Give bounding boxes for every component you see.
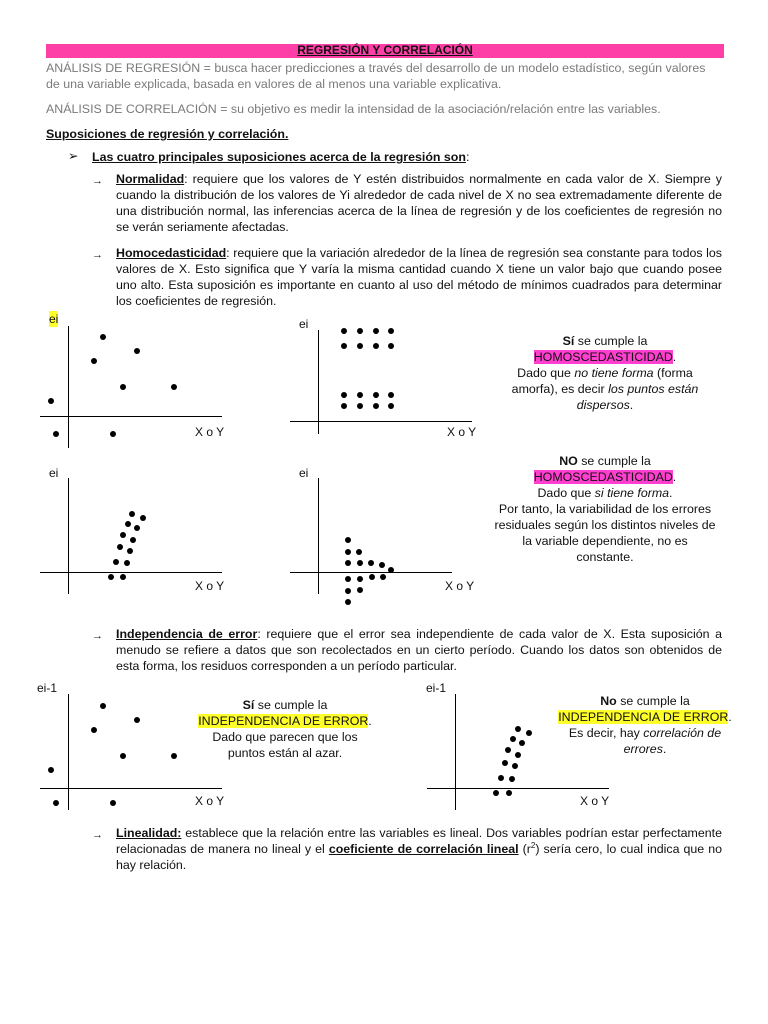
note-italic: no tiene forma xyxy=(574,366,654,380)
data-point xyxy=(91,358,97,364)
note-dot: . xyxy=(728,710,732,724)
y-axis xyxy=(318,330,319,434)
data-point xyxy=(345,560,351,566)
data-point xyxy=(345,599,351,605)
x-axis-label: X o Y xyxy=(445,579,475,593)
data-point xyxy=(124,560,130,566)
data-point xyxy=(388,392,394,398)
data-point xyxy=(110,431,116,437)
data-point xyxy=(498,775,504,781)
data-point xyxy=(369,574,375,580)
arrow-icon: → xyxy=(92,249,103,261)
data-point xyxy=(341,328,347,334)
y-axis-label: ei xyxy=(49,466,59,480)
bullet-arrow-icon: ➢ xyxy=(68,149,79,163)
y-axis-label: ei-1 xyxy=(426,681,447,695)
x-axis xyxy=(290,572,452,573)
data-point xyxy=(373,392,379,398)
note-italic: correlación de xyxy=(643,726,722,740)
text-linealidad: ) sería cero, lo cual indica que no hay relación. xyxy=(116,842,722,872)
note-si: Sí xyxy=(242,698,255,712)
y-axis-label: ei xyxy=(49,312,59,326)
superscript-2: 2 xyxy=(530,840,536,850)
data-point xyxy=(120,384,126,390)
data-point xyxy=(512,763,518,769)
arrow-icon: → xyxy=(92,630,103,642)
data-point xyxy=(388,328,394,334)
highlight-homoscedasticidad: HOMOSCEDASTICIDAD xyxy=(533,350,673,364)
data-point xyxy=(120,753,126,759)
text-linealidad: (r xyxy=(518,842,531,856)
x-axis xyxy=(40,416,222,417)
data-point xyxy=(505,747,511,753)
data-point xyxy=(134,525,140,531)
data-point xyxy=(373,403,379,409)
text-normalidad: : requiere que los valores de Y estén distribuidos normalmente en cada valor de X. Siempre y cuando la distribución de los valores de Yi alrededor de cada nivel de X no sea extremadamente diferente de una distribución normal, las inferencias acerca de la línea de regresión y de los coeficientes de regresión no se verán seriamente afectadas. xyxy=(116,172,722,234)
data-point xyxy=(357,560,363,566)
item-linealidad xyxy=(116,825,722,873)
data-point xyxy=(100,334,106,340)
data-point xyxy=(515,752,521,758)
data-point xyxy=(53,431,59,437)
data-point xyxy=(117,544,123,550)
note-line: se cumple la xyxy=(616,694,690,708)
note-no: NO xyxy=(559,454,578,468)
data-point xyxy=(519,740,525,746)
data-point xyxy=(129,511,135,517)
term-homocedasticidad: Homocedasticidad xyxy=(116,246,227,260)
note-italic: si tiene forma xyxy=(594,486,670,500)
data-point xyxy=(113,559,119,565)
data-point xyxy=(368,560,374,566)
highlight-independencia: INDEPENDENCIA DE ERROR xyxy=(558,710,729,724)
term-coeficiente: coeficiente de correlación lineal xyxy=(328,842,519,856)
y-axis-label: ei xyxy=(299,317,309,331)
term-linealidad: Linealidad: xyxy=(116,826,182,840)
note-italic: los puntos están xyxy=(608,382,699,396)
text-linealidad: establece que la relación entre las variables es lineal. Dos variables podrían estar perfectamente relacionadas de manera no lineal y el xyxy=(116,826,722,856)
note-ind-si xyxy=(190,697,380,761)
data-point xyxy=(502,760,508,766)
data-point xyxy=(357,587,363,593)
data-point xyxy=(388,403,394,409)
data-point xyxy=(341,343,347,349)
data-point xyxy=(515,726,521,732)
data-point xyxy=(388,343,394,349)
x-axis xyxy=(40,788,222,789)
data-point xyxy=(120,574,126,580)
regresion-definition-line1: ANÁLISIS DE REGRESIÓN = busca hacer predicciones a través del desarrollo de un modelo estadístico, según valores xyxy=(46,61,706,75)
data-point xyxy=(510,736,516,742)
text-independencia: : requiere que el error sea independiente de cada valor de X. Esta suposición a menudo se refiere a datos que son recolectados en un cierto período. Cuando los datos son obtenidos de esta forma, los residuos corresponden a un período particular. xyxy=(116,627,723,673)
note-line: Es decir, hay xyxy=(568,726,644,740)
arrow-icon: → xyxy=(92,175,103,187)
term-normalidad: Normalidad xyxy=(116,172,185,186)
section-heading: Suposiciones de regresión y correlación. xyxy=(46,127,289,141)
data-point xyxy=(108,574,114,580)
data-point xyxy=(341,392,347,398)
data-point xyxy=(357,403,363,409)
data-point xyxy=(345,576,351,582)
note-line: Por tanto, la variabilidad de los errores xyxy=(498,502,712,516)
note-line: . xyxy=(669,486,673,500)
item-homocedasticidad xyxy=(116,245,722,309)
term-independencia: Independencia de error xyxy=(116,627,258,641)
data-point xyxy=(509,776,515,782)
data-point xyxy=(357,576,363,582)
note-line: se cumple la xyxy=(254,698,328,712)
note-italic: dispersos xyxy=(576,398,630,412)
y-axis xyxy=(318,478,319,594)
data-point xyxy=(134,717,140,723)
data-point xyxy=(388,567,394,573)
data-point xyxy=(506,790,512,796)
data-point xyxy=(171,384,177,390)
data-point xyxy=(356,549,362,555)
data-point xyxy=(91,727,97,733)
y-axis-label: ei-1 xyxy=(37,681,58,695)
data-point xyxy=(341,403,347,409)
note-dot: . xyxy=(672,470,677,484)
bullet-label: Las cuatro principales suposiciones acerca de la regresión son xyxy=(92,150,466,164)
note-homo-si xyxy=(500,333,710,413)
data-point xyxy=(380,574,386,580)
data-point xyxy=(100,703,106,709)
bullet-colon: : xyxy=(465,150,470,164)
data-point xyxy=(357,392,363,398)
note-line: . xyxy=(629,398,634,412)
x-axis xyxy=(427,788,609,789)
note-line: Dado que xyxy=(517,366,575,380)
note-line: se cumple la xyxy=(574,334,648,348)
x-axis xyxy=(290,421,472,422)
x-axis-label: X o Y xyxy=(195,794,225,808)
data-point xyxy=(526,730,532,736)
data-point xyxy=(110,800,116,806)
data-point xyxy=(53,800,59,806)
data-point xyxy=(493,790,499,796)
note-line: se cumple la xyxy=(577,454,651,468)
data-point xyxy=(345,588,351,594)
data-point xyxy=(130,537,136,543)
regresion-definition-line2: de una variable explicada, basada en valores de al menos una variable explicativa. xyxy=(46,77,502,91)
data-point xyxy=(140,515,146,521)
note-line: amorfa), es decir xyxy=(511,382,609,396)
note-line: residuales según los distintos niveles de xyxy=(494,518,716,532)
data-point xyxy=(345,537,351,543)
data-point xyxy=(134,348,140,354)
page-title: REGRESIÓN Y CORRELACIÓN xyxy=(297,43,473,57)
x-axis-label: X o Y xyxy=(195,425,225,439)
highlight-independencia: INDEPENDENCIA DE ERROR xyxy=(198,714,369,728)
y-axis xyxy=(455,694,456,810)
data-point xyxy=(379,562,385,568)
arrow-icon: → xyxy=(92,829,103,841)
y-axis xyxy=(68,326,69,448)
y-axis xyxy=(68,478,69,594)
note-homo-no xyxy=(470,453,740,565)
data-point xyxy=(127,548,133,554)
data-point xyxy=(373,328,379,334)
data-point xyxy=(357,328,363,334)
x-axis-label: X o Y xyxy=(580,794,610,808)
note-line: constante. xyxy=(576,550,634,564)
note-line: . xyxy=(662,742,667,756)
data-point xyxy=(125,521,131,527)
y-axis xyxy=(68,694,69,810)
note-line: la variable dependiente, no es xyxy=(522,534,688,548)
y-axis-label: ei xyxy=(299,466,309,480)
note-no: No xyxy=(600,694,617,708)
correlacion-definition: ANÁLISIS DE CORRELACIÓN = su objetivo es medir la intensidad de la asociación/relación entre las variables. xyxy=(46,102,661,116)
data-point xyxy=(345,549,351,555)
note-italic: errores xyxy=(623,742,663,756)
note-line: Dado que xyxy=(537,486,595,500)
item-normalidad xyxy=(116,171,722,235)
note-line: Dado que parecen que los xyxy=(212,730,358,744)
highlight-homoscedasticidad: HOMOSCEDASTICIDAD xyxy=(533,470,673,484)
note-dot: . xyxy=(368,714,372,728)
note-line: puntos están al azar. xyxy=(227,746,343,760)
item-independencia xyxy=(116,626,722,674)
note-dot: . xyxy=(672,350,677,364)
text-homocedasticidad: : requiere que la variación alrededor de la línea de regresión sea constante para todos los valores de X. Esto significa que Y varía la misma cantidad cuando X tiene un valor bajo que cuando posee uno alto. Esta suposición es importante en cuanto al uso del método de mínimos cuadrados para determinar los coeficientes de regresión. xyxy=(116,246,722,308)
data-point xyxy=(120,532,126,538)
note-line: (forma xyxy=(653,366,693,380)
data-point xyxy=(48,767,54,773)
x-axis-label: X o Y xyxy=(195,579,225,593)
data-point xyxy=(48,398,54,404)
data-point xyxy=(357,343,363,349)
x-axis-label: X o Y xyxy=(447,425,477,439)
bullet-text xyxy=(92,149,469,165)
data-point xyxy=(373,343,379,349)
x-axis xyxy=(40,572,222,573)
note-ind-no xyxy=(550,693,740,757)
note-si: Sí xyxy=(562,334,575,348)
data-point xyxy=(171,753,177,759)
